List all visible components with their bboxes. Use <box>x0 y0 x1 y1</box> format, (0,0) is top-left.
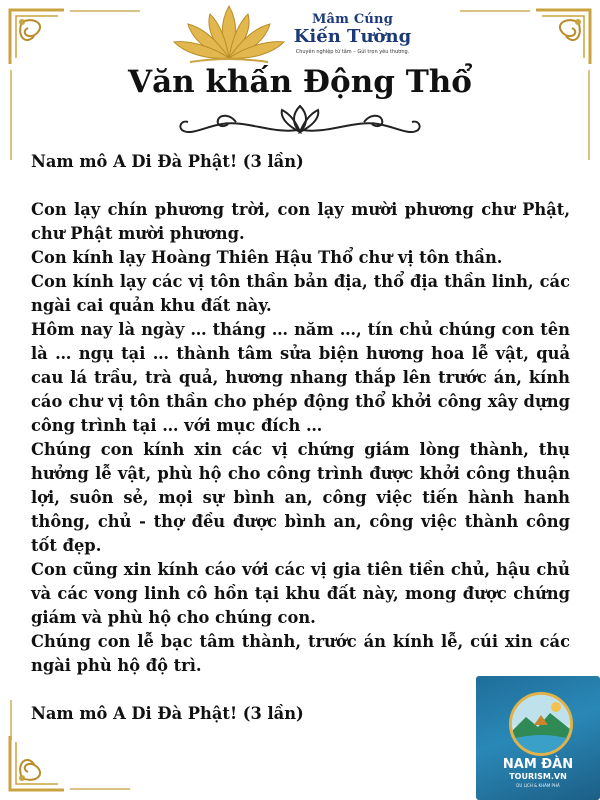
opening-line: Nam mô A Di Đà Phật! (3 lần) <box>31 152 304 171</box>
paragraph: Con cũng xin kính cáo với các vị gia tiên tiền chủ, hậu chủ và các vong linh cô hồn tại khu đất này, mong được chứng giám và phù hộ cho chúng con. <box>31 560 570 627</box>
title-ornament-icon <box>176 100 424 140</box>
prayer-text <box>31 150 570 726</box>
spacer <box>31 174 570 198</box>
closing-line: Nam mô A Di Đà Phật! (3 lần) <box>31 704 304 723</box>
brand-logo <box>285 12 420 55</box>
brand-top-text: Mâm Cúng <box>311 12 394 27</box>
ornament-corner-icon <box>6 732 68 794</box>
paragraph: Hôm nay là ngày … tháng … năm …, tín chủ chúng con tên là … ngụ tại … thành tâm sửa biện hương hoa lễ vật, quả cau lá trầu, trà quả, hương nhang thắp lên trước án, kính cáo chư vị tôn thần cho phép động thổ khởi công xây dựng công trình tại … với mục đích … <box>31 320 570 435</box>
paragraph: Con kính lạy các vị tôn thần bản địa, thổ địa thần linh, các ngài cai quản khu đất này. <box>31 272 570 315</box>
ornament-corner-icon <box>532 6 594 68</box>
frame-line-bottom-left <box>70 788 130 790</box>
paragraph: Chúng con lễ bạc tâm thành, trước án kính lễ, cúi xin các ngài phù hộ độ trì. <box>31 632 570 675</box>
page-title: Văn khấn Động Thổ <box>128 64 472 100</box>
watermark-title: NAM ĐÀN <box>502 757 574 772</box>
frame-line-top-right <box>460 10 530 12</box>
lotus-icon <box>170 2 288 66</box>
watermark-logo <box>476 676 600 800</box>
frame-line-top-left <box>70 10 140 12</box>
brand-tagline: Chuyên nghiệp từ tâm – Gửi trọn yêu thương. <box>295 49 410 55</box>
paragraph: Con lạy chín phương trời, con lạy mười phương chư Phật, chư Phật mười phương. <box>31 200 570 243</box>
watermark-subtitle: TOURISM.VN <box>509 772 567 781</box>
brand-name: Kiến Tường <box>293 26 412 47</box>
ornament-corner-icon <box>6 6 68 68</box>
paragraph: Con kính lạy Hoàng Thiên Hậu Thổ chư vị tôn thần. <box>31 248 503 267</box>
landscape-icon <box>509 692 573 756</box>
paragraph: Chúng con kính xin các vị chứng giám lòng thành, thụ hưởng lễ vật, phù hộ cho công trình được khởi công thuận lợi, suôn sẻ, mọi sự bình an, công việc tiến hành hanh thông, chủ - thợ đều được bình an, công việc thành công tốt đẹp. <box>31 440 570 555</box>
watermark-tagline: DU LỊCH & KHÁM PHÁ <box>516 783 560 788</box>
